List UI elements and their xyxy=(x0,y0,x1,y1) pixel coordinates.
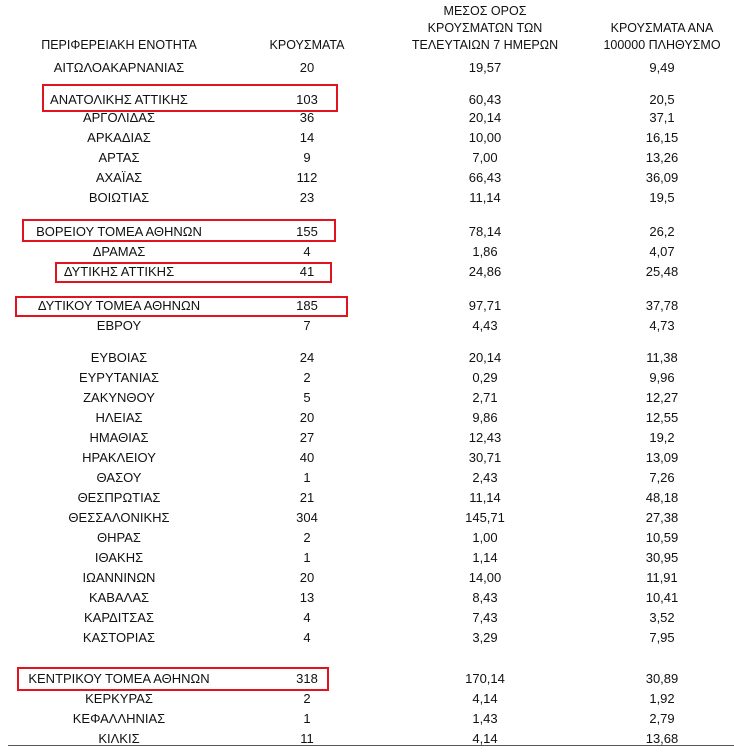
region-cell: ΚΑΣΤΟΡΙΑΣ xyxy=(82,630,156,645)
header-avg7-line3: ΤΕΛΕΥΤΑΙΩΝ 7 ΗΜΕΡΩΝ xyxy=(411,38,559,52)
cases-cell: 155 xyxy=(296,224,318,239)
avg7-cell: 30,71 xyxy=(468,450,502,465)
avg7-cell: 4,14 xyxy=(472,731,498,746)
region-cell: ΑΧΑΪΑΣ xyxy=(95,170,143,185)
region-cell: ΗΡΑΚΛΕΙΟΥ xyxy=(82,450,156,465)
cases-cell: 36 xyxy=(299,110,315,125)
avg7-cell: 60,43 xyxy=(468,92,502,107)
per100k-cell: 37,78 xyxy=(645,298,679,313)
cases-cell: 7 xyxy=(303,318,311,333)
avg7-cell: 20,14 xyxy=(468,350,502,365)
avg7-cell: 66,43 xyxy=(468,170,502,185)
cases-cell: 14 xyxy=(299,130,315,145)
header-cases: ΚΡΟΥΣΜΑΤΑ xyxy=(269,38,345,52)
cases-cell: 4 xyxy=(303,244,311,259)
region-cell: ΑΝΑΤΟΛΙΚΗΣ ΑΤΤΙΚΗΣ xyxy=(50,92,188,107)
avg7-cell: 145,71 xyxy=(465,510,505,525)
highlight-box xyxy=(22,219,336,242)
region-cell: ΑΡΤΑΣ xyxy=(98,150,140,165)
avg7-cell: 9,86 xyxy=(472,410,498,425)
per100k-cell: 7,26 xyxy=(649,470,675,485)
per100k-cell: 12,55 xyxy=(645,410,679,425)
per100k-cell: 12,27 xyxy=(645,390,679,405)
cases-cell: 41 xyxy=(299,264,315,279)
avg7-cell: 12,43 xyxy=(468,430,502,445)
cases-cell: 318 xyxy=(296,671,318,686)
per100k-cell: 19,5 xyxy=(649,190,675,205)
avg7-cell: 2,43 xyxy=(472,470,498,485)
region-cell: ΘΑΣΟΥ xyxy=(96,470,142,485)
per100k-cell: 16,15 xyxy=(645,130,679,145)
highlight-box xyxy=(55,262,332,283)
cases-cell: 40 xyxy=(299,450,315,465)
per100k-cell: 13,68 xyxy=(645,731,679,746)
cases-cell: 20 xyxy=(299,410,315,425)
region-cell: ΔΥΤΙΚΗΣ ΑΤΤΙΚΗΣ xyxy=(63,264,175,279)
cases-cell: 2 xyxy=(303,370,311,385)
per100k-cell: 10,41 xyxy=(645,590,679,605)
avg7-cell: 8,43 xyxy=(472,590,498,605)
avg7-cell: 19,57 xyxy=(468,60,502,75)
region-cell: ΕΒΡΟΥ xyxy=(96,318,142,333)
per100k-cell: 11,91 xyxy=(646,570,678,585)
region-cell: ΘΗΡΑΣ xyxy=(97,530,141,545)
per100k-cell: 30,89 xyxy=(645,671,679,686)
cases-cell: 13 xyxy=(299,590,315,605)
avg7-cell: 7,00 xyxy=(472,150,498,165)
avg7-cell: 1,00 xyxy=(472,530,498,545)
cases-cell: 112 xyxy=(296,170,318,185)
region-cell: ΚΕΦΑΛΛΗΝΙΑΣ xyxy=(72,711,166,726)
region-cell: ΒΟΡΕΙΟΥ ΤΟΜΕΑ ΑΘΗΝΩΝ xyxy=(36,224,202,239)
per100k-cell: 26,2 xyxy=(649,224,675,239)
avg7-cell: 170,14 xyxy=(465,671,505,686)
region-cell: ΘΕΣΣΑΛΟΝΙΚΗΣ xyxy=(68,510,170,525)
cases-cell: 103 xyxy=(296,92,318,107)
cases-cell: 1 xyxy=(303,470,311,485)
cases-cell: 4 xyxy=(303,630,311,645)
per100k-cell: 27,38 xyxy=(645,510,679,525)
per100k-cell: 10,59 xyxy=(645,530,679,545)
avg7-cell: 10,00 xyxy=(468,130,502,145)
avg7-cell: 20,14 xyxy=(468,110,502,125)
region-cell: ΖΑΚΥΝΘΟΥ xyxy=(83,390,155,405)
per100k-cell: 2,79 xyxy=(649,711,675,726)
per100k-cell: 13,26 xyxy=(645,150,679,165)
region-cell: ΚΑΒΑΛΑΣ xyxy=(88,590,150,605)
avg7-cell: 97,71 xyxy=(468,298,502,313)
region-cell: ΚΕΡΚΥΡΑΣ xyxy=(85,691,153,706)
per100k-cell: 36,09 xyxy=(645,170,679,185)
avg7-cell: 14,00 xyxy=(468,570,502,585)
cases-cell: 24 xyxy=(299,350,315,365)
region-cell: ΑΙΤΩΛΟΑΚΑΡΝΑΝΙΑΣ xyxy=(53,60,185,75)
region-cell: ΗΜΑΘΙΑΣ xyxy=(89,430,149,445)
cases-cell: 2 xyxy=(303,530,311,545)
region-cell: ΚΕΝΤΡΙΚΟΥ ΤΟΜΕΑ ΑΘΗΝΩΝ xyxy=(28,671,210,686)
cases-cell: 20 xyxy=(299,60,315,75)
avg7-cell: 0,29 xyxy=(472,370,498,385)
region-cell: ΕΥΡΥΤΑΝΙΑΣ xyxy=(78,370,160,385)
cases-cell: 5 xyxy=(303,390,311,405)
cases-cell: 9 xyxy=(303,150,311,165)
region-cell: ΚΑΡΔΙΤΣΑΣ xyxy=(83,610,155,625)
per100k-cell: 19,2 xyxy=(649,430,675,445)
region-cell: ΑΡΓΟΛΙΔΑΣ xyxy=(82,110,156,125)
avg7-cell: 1,86 xyxy=(472,244,498,259)
per100k-cell: 25,48 xyxy=(645,264,679,279)
region-cell: ΚΙΛΚΙΣ xyxy=(98,731,140,746)
per100k-cell: 4,07 xyxy=(649,244,675,259)
cases-cell: 4 xyxy=(303,610,311,625)
avg7-cell: 1,14 xyxy=(472,550,498,565)
cases-cell: 27 xyxy=(299,430,315,445)
avg7-cell: 11,14 xyxy=(469,190,501,205)
highlight-box xyxy=(42,84,338,112)
avg7-cell: 4,14 xyxy=(472,691,498,706)
cases-cell: 1 xyxy=(303,711,311,726)
cases-cell: 21 xyxy=(299,490,315,505)
cases-cell: 20 xyxy=(299,570,315,585)
cases-cell: 23 xyxy=(299,190,315,205)
per100k-cell: 4,73 xyxy=(649,318,675,333)
per100k-cell: 11,38 xyxy=(646,350,678,365)
region-cell: ΕΥΒΟΙΑΣ xyxy=(90,350,148,365)
highlight-box xyxy=(15,296,348,317)
highlight-box xyxy=(17,667,329,691)
region-cell: ΙΩΑΝΝΙΝΩΝ xyxy=(82,570,156,585)
cases-cell: 1 xyxy=(303,550,311,565)
header-region: ΠΕΡΙΦΕΡΕΙΑΚΗ ΕΝΟΤΗΤΑ xyxy=(41,38,197,52)
cases-cell: 185 xyxy=(296,298,318,313)
region-cell: ΘΕΣΠΡΩΤΙΑΣ xyxy=(77,490,161,505)
region-cell: ΒΟΙΩΤΙΑΣ xyxy=(88,190,150,205)
avg7-cell: 1,43 xyxy=(472,711,498,726)
per100k-cell: 30,95 xyxy=(645,550,679,565)
bottom-divider xyxy=(8,745,734,746)
header-avg7-line1: ΜΕΣΟΣ ΟΡΟΣ xyxy=(443,4,527,18)
per100k-cell: 3,52 xyxy=(649,610,675,625)
per100k-cell: 9,96 xyxy=(649,370,675,385)
cases-cell: 304 xyxy=(296,510,318,525)
avg7-cell: 4,43 xyxy=(472,318,498,333)
header-per100k-line1: ΚΡΟΥΣΜΑΤΑ ΑΝΑ xyxy=(610,21,714,35)
per100k-cell: 9,49 xyxy=(649,60,675,75)
cases-cell: 2 xyxy=(303,691,311,706)
per100k-cell: 37,1 xyxy=(649,110,675,125)
region-cell: ΑΡΚΑΔΙΑΣ xyxy=(87,130,151,145)
per100k-cell: 20,5 xyxy=(649,92,675,107)
avg7-cell: 78,14 xyxy=(468,224,502,239)
per100k-cell: 48,18 xyxy=(645,490,679,505)
region-cell: ΗΛΕΙΑΣ xyxy=(95,410,143,425)
avg7-cell: 3,29 xyxy=(472,630,498,645)
avg7-cell: 2,71 xyxy=(472,390,498,405)
header-avg7-line2: ΚΡΟΥΣΜΑΤΩΝ ΤΩΝ xyxy=(427,21,543,35)
region-cell: ΔΡΑΜΑΣ xyxy=(92,244,146,259)
per100k-cell: 7,95 xyxy=(649,630,675,645)
avg7-cell: 11,14 xyxy=(469,490,501,505)
region-cell: ΔΥΤΙΚΟΥ ΤΟΜΕΑ ΑΘΗΝΩΝ xyxy=(37,298,201,313)
avg7-cell: 24,86 xyxy=(468,264,502,279)
per100k-cell: 13,09 xyxy=(645,450,679,465)
cases-cell: 11 xyxy=(300,731,314,746)
per100k-cell: 1,92 xyxy=(649,691,675,706)
header-per100k-line2: 100000 ΠΛΗΘΥΣΜΟ xyxy=(603,38,721,52)
region-cell: ΙΘΑΚΗΣ xyxy=(94,550,144,565)
avg7-cell: 7,43 xyxy=(472,610,498,625)
